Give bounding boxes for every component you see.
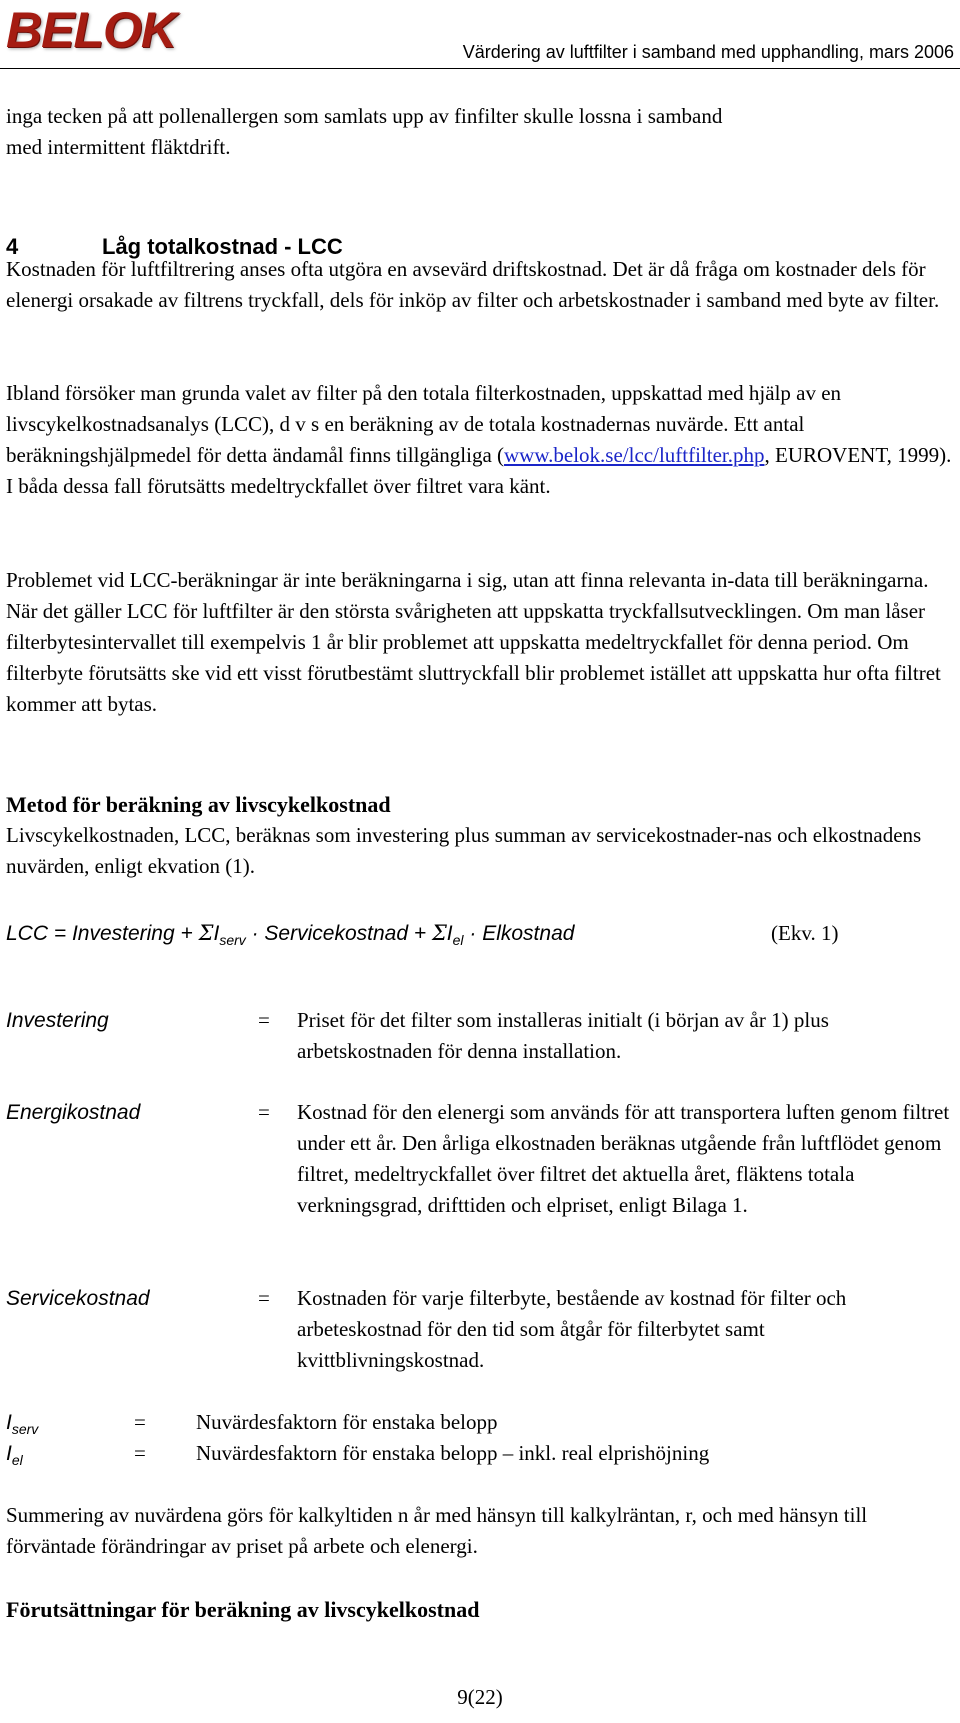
paragraph-cost <box>6 254 956 316</box>
page-header <box>0 0 960 70</box>
intro-line-2: med intermittent fläktdrift. <box>6 135 231 159</box>
paragraph-problem <box>6 565 956 720</box>
summation-text: Summering av nuvärdena görs för kalkyltiden n år med hänsyn till kalkylräntan, r, och med hänsyn till förväntade förändringar av priset på arbete och elenergi. <box>6 1503 868 1558</box>
symbol-equals: = <box>134 1410 146 1434</box>
method-text: Livscykelkostnaden, LCC, beräknas som investering plus summan av servicekostnader-nas och elkostnadens nuvärden, enligt ekvation (1). <box>6 823 922 878</box>
definition-text: Kostnad för den elenergi som används för att transportera luften genom filtret under ett år. Den årliga elkostnaden beräknas utgående från luftflödet genom filtret, medeltryckfallet över filtret det aktuella året, fläktens totala verkningsgrad, drifttiden och elpriset, enligt Bilaga 1. <box>297 1100 950 1217</box>
intro-paragraph <box>6 101 956 163</box>
header-title: Värdering av luftfilter i samband med upphandling, mars 2006 <box>462 42 954 62</box>
symbol-subscript: serv <box>11 1421 39 1438</box>
summation-paragraph <box>6 1500 956 1562</box>
definition-energikostnad <box>6 1097 956 1252</box>
page-number: 9(22) <box>457 1685 503 1709</box>
formula-mid: · Servicekostnad + <box>245 922 432 945</box>
paragraph-lcc-tools-text <box>6 378 956 502</box>
definition-term: Energikostnad <box>6 1101 141 1124</box>
formula-el-subscript: el <box>452 932 464 949</box>
symbol-subscript: el <box>11 1452 23 1469</box>
formula-end: · Elkostnad <box>463 922 575 945</box>
belok-lcc-link[interactable]: www.belok.se/lcc/luftfilter.php <box>504 443 765 467</box>
equation-reference: (Ekv. 1) <box>771 921 839 945</box>
section-number: 4 <box>6 234 19 259</box>
belok-logo <box>6 2 226 58</box>
definition-investering <box>6 1005 956 1067</box>
formula-serv-subscript: serv <box>219 932 246 949</box>
formula-i-el: I <box>446 922 453 945</box>
logo-text: BELOK <box>6 2 176 58</box>
paragraph-lcc-tools-end: , EUROVENT, 1999). I båda dessa fall förutsätts medeltryckfallet över filtret vara känt. <box>6 443 952 498</box>
symbol-i-serv <box>6 1407 956 1438</box>
definition-equals: = <box>258 1286 270 1310</box>
symbol-equals: = <box>134 1441 146 1465</box>
paragraph-lcc-tools-start: Ibland försöker man grunda valet av filter på den totala filterkostnaden, uppskattad med hjälp av en livscykelkostnadsanalys (LCC), d v s en beräkning av de totala kostnadernas nuvärde. Ett antal beräkningshjälpmedel för detta ändamål finns tillgängliga ( <box>6 381 842 467</box>
definition-text: Kostnaden för varje filterbyte, bestående av kostnad för filter och arbeteskostnad för den tid som åtgår för filterbytet samt kvittblivningskostnad. <box>297 1286 847 1372</box>
symbol-term <box>6 1438 23 1476</box>
definition-servicekostnad <box>6 1283 956 1376</box>
method-paragraph <box>6 820 956 882</box>
paragraph-cost-text: Kostnaden för luftfiltrering anses ofta utgöra en avsevärd driftskostnad. Det är då fråga om kostnader dels för elenergi orsakade av filtrens tryckfall, dels för inköp av filter och arbetskostnader i samband med byte av filter. <box>6 257 940 312</box>
definition-term: Investering <box>6 1009 109 1032</box>
section-title: Låg totalkostnad - LCC <box>102 234 343 259</box>
definition-equals: = <box>258 1008 270 1032</box>
symbol-text: Nuvärdesfaktorn för enstaka belopp <box>196 1410 498 1434</box>
paragraph-problem-text: Problemet vid LCC-beräkningar är inte beräkningarna i sig, utan att finna relevanta in-data till beräkningarna. När det gäller LCC för luftfilter är den största svårigheten att uppskatta tryckfallsutvecklingen. Om man låser filterbytesintervallet till exempelvis 1 år blir problemet att uppskatta medeltryckfallet för denna period. Om filterbyte förutsätts ske vid ett visst förutbestämt sluttryckfall blir problemet istället att uppskatta hur ofta filtret kommer att bytas. <box>6 568 941 716</box>
intro-line-1: inga tecken på att pollenallergen som samlats upp av finfilter skulle lossna i samband <box>6 104 723 128</box>
symbol-letter: I <box>6 1442 12 1465</box>
lcc-formula <box>6 916 956 950</box>
symbol-letter: I <box>6 1411 12 1434</box>
symbol-i-el <box>6 1438 956 1469</box>
paragraph-lcc-tools <box>6 378 956 502</box>
method-heading: Metod för beräkning av livscykelkostnad <box>6 792 391 817</box>
definition-text: Priset för det filter som installeras initialt (i början av år 1) plus arbetskostnaden för denna installation. <box>297 1008 829 1063</box>
sigma-symbol: Σ <box>198 921 214 945</box>
prereq-heading: Förutsättningar för beräkning av livscykelkostnad <box>6 1597 480 1622</box>
symbol-text: Nuvärdesfaktorn för enstaka belopp – inkl. real elprishöjning <box>196 1441 710 1465</box>
formula-i-serv: I <box>213 922 220 945</box>
header-divider <box>0 68 960 69</box>
definition-equals: = <box>258 1100 270 1124</box>
definition-term: Servicekostnad <box>6 1287 150 1310</box>
sigma-symbol: Σ <box>431 921 447 945</box>
formula-lhs: LCC = Investering + <box>6 922 199 945</box>
